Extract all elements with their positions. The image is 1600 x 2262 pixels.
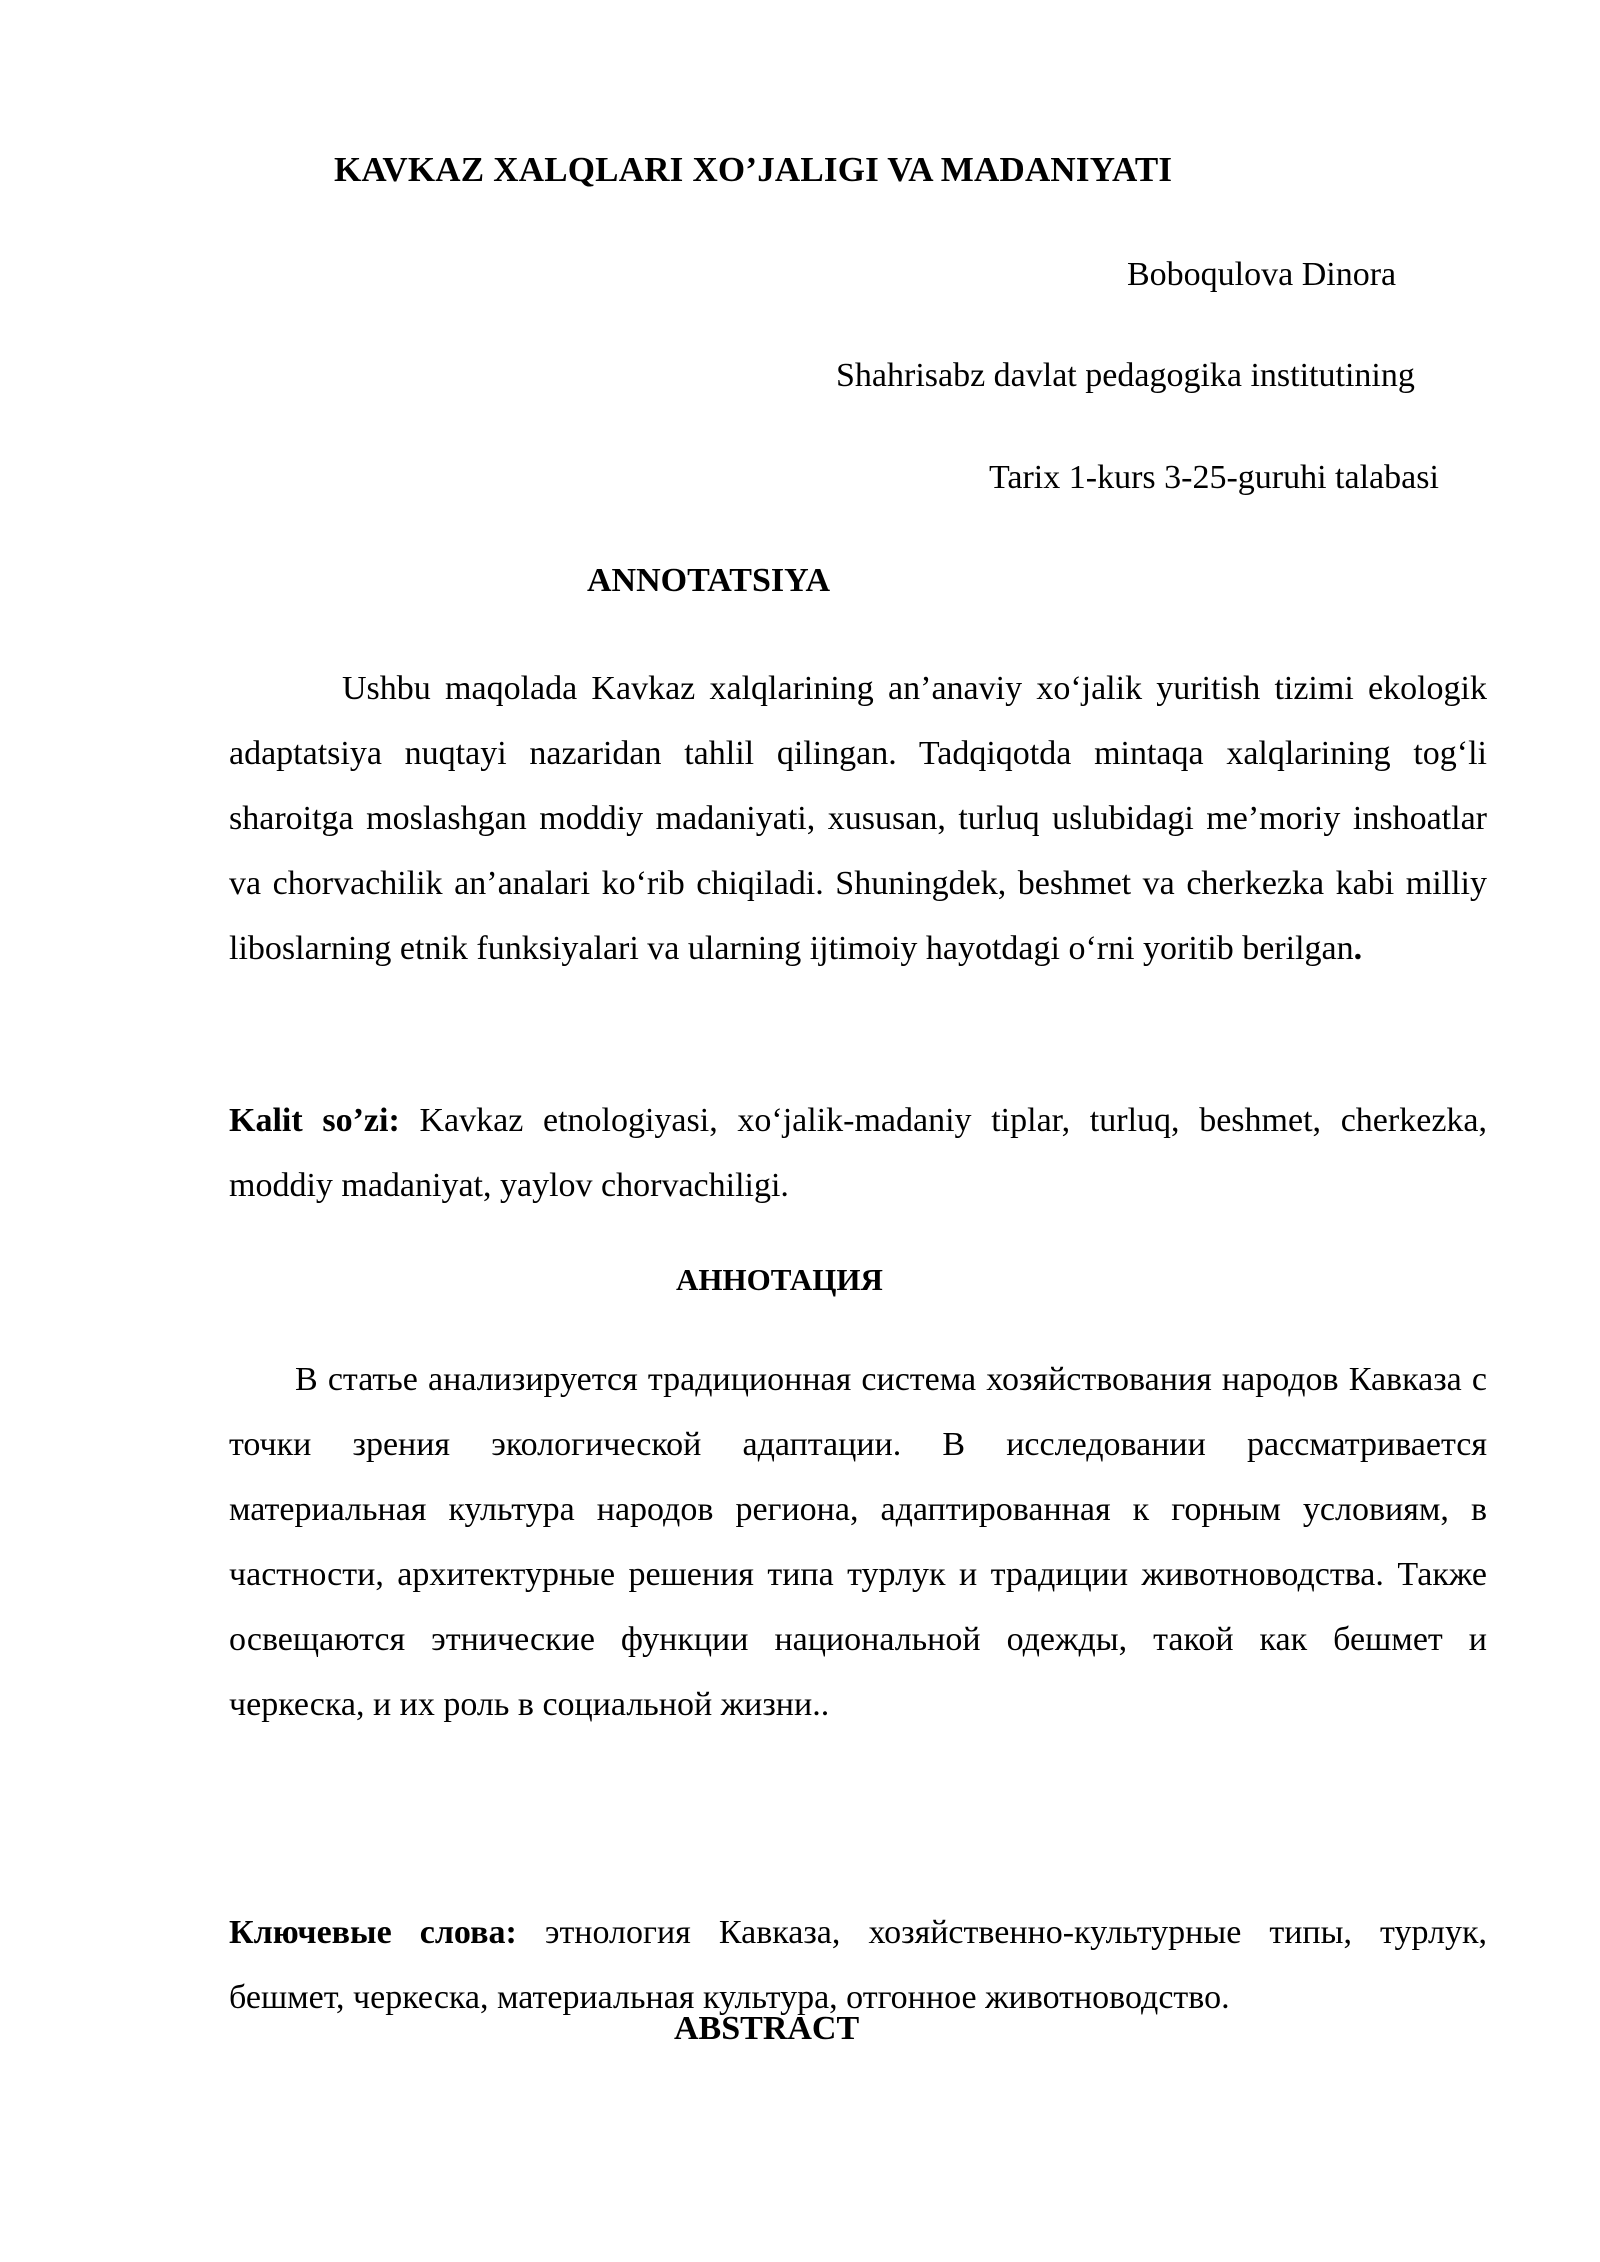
keywords-uz-text: Kavkaz etnologiyasi, xo‘jalik-madaniy tiplar, turluq, beshmet, cherkezka, moddiy madaniyat, yaylov chorvachiligi. bbox=[229, 1102, 1487, 1204]
author-group: Tarix 1-kurs 3-25-guruhi talabasi bbox=[989, 459, 1439, 496]
keywords-ru-label: Ключевые слова: bbox=[229, 1914, 517, 1951]
annotation-uz-heading: ANNOTATSIYA bbox=[587, 562, 831, 599]
article-title: KAVKAZ XALQLARI XO’JALIGI VA MADANIYATI bbox=[334, 150, 1173, 189]
annotation-uz-end: . bbox=[1353, 930, 1363, 967]
author-institution: Shahrisabz davlat pedagogika institutining bbox=[836, 357, 1415, 394]
annotation-uz-text: Ushbu maqolada Kavkaz xalqlarining an’anaviy xo‘jalik yuritish tizimi ekologik adaptatsiya nuqtayi nazaridan tahlil qilingan. Tadqiqotda mintaqa xalqlarining tog‘li sharoitga moslashgan moddiy madaniyati, xususan, turluq uslubidagi me’moriy inshoatlar va chorvachilik an’analari ko‘rib chiqiladi. Shuningdek, beshmet va cherkezka kabi milliy liboslarning etnik funksiyalari va ularning ijtimoiy hayotdagi o‘rni yoritib berilgan bbox=[229, 670, 1487, 967]
keywords-uz-paragraph bbox=[229, 1088, 1487, 1218]
keywords-uz-label: Kalit so’zi: bbox=[229, 1102, 400, 1139]
annotation-uz-paragraph bbox=[229, 656, 1487, 981]
annotation-ru-heading: АННОТАЦИЯ bbox=[676, 1262, 883, 1297]
annotation-ru-text: В статье анализируется традиционная система хозяйствования народов Кавказа с точки зрения экологической адаптации. В исследовании рассматривается материальная культура народов региона, адаптированная к горным условиям, в частности, архитектурные решения типа турлук и традиции животноводства. Также освещаются этнические функции национальной одежды, такой как бешмет и черкеска, и их роль в социальной жизни.. bbox=[229, 1361, 1487, 1723]
abstract-heading: ABSTRACT bbox=[674, 2010, 860, 2047]
keywords-ru-text: этнология Кавказа, хозяйственно-культурные типы, турлук, бешмет, черкеска, материальная культура, отгонное животноводство. bbox=[229, 1914, 1487, 2016]
annotation-ru-paragraph bbox=[229, 1347, 1487, 1737]
author-name: Boboqulova Dinora bbox=[1127, 256, 1397, 293]
